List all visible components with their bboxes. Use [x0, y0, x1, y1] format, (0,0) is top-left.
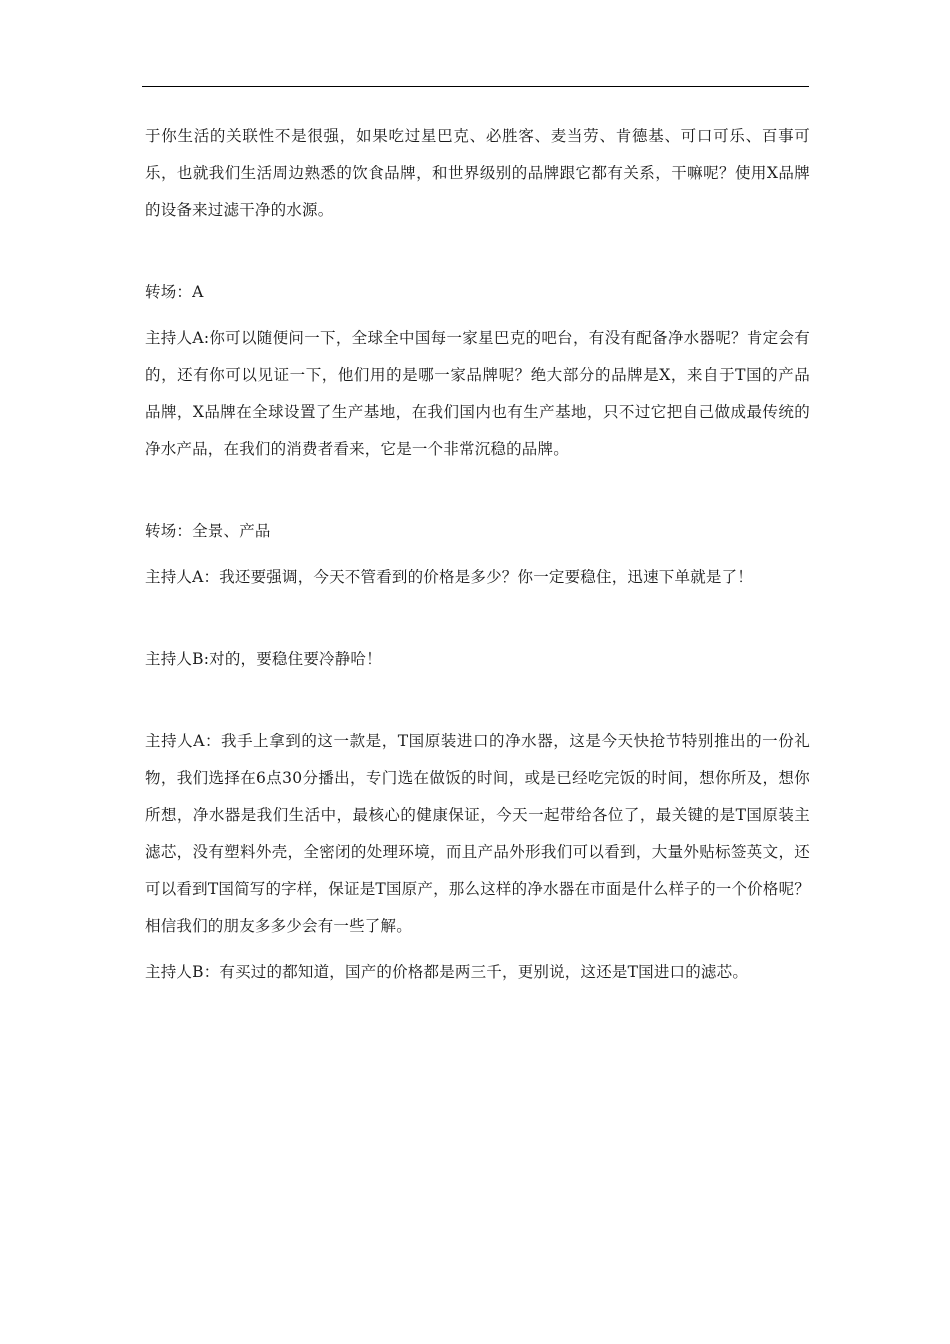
header-rule — [142, 86, 809, 87]
paragraph-host-a-starbucks: 主持人A:你可以随便问一下，全球全中国每一家星巴克的吧台，有没有配备净水器呢？肯定会有的，还有你可以见证一下，他们用的是哪一家品牌呢？绝大部分的品牌是X，来自于T国的产品品牌，X品牌在全球设置了生产基地，在我们国内也有生产基地，只不过它把自己做成最传统的净水产品，在我们的消费者看来，它是一个非常沉稳的品牌。 — [145, 329, 810, 458]
paragraph-gap — [145, 945, 810, 954]
paragraph-gap — [145, 550, 810, 559]
paragraph-gap — [145, 311, 810, 320]
paragraph-host-b-calm: 主持人B:对的，要稳住要冷静哈！ — [145, 650, 382, 668]
paragraph-host-b-filter: 主持人B：有买过的都知道，国产的价格都是两三千，更别说，这还是T国进口的滤芯。 — [145, 963, 749, 981]
paragraph-gap — [145, 468, 810, 513]
paragraph-transition-panorama: 转场：全景、产品 — [145, 522, 271, 540]
paragraph-host-a-price: 主持人A：我还要强调，今天不管看到的价格是多少？你一定要稳住，迅速下单就是了！ — [145, 568, 753, 586]
paragraph-gap — [145, 229, 810, 274]
paragraph-intro: 于你生活的关联性不是很强，如果吃过星巴克、必胜客、麦当劳、肯德基、可口可乐、百事可乐，也就我们生活周边熟悉的饮食品牌，和世界级别的品牌跟它都有关系，干嘛呢？使用X品牌的设备来过滤干净的水源。 — [145, 127, 810, 219]
paragraph-host-a-product: 主持人A：我手上拿到的这一款是，T国原装进口的净水器，这是今天快抢节特别推出的一份礼物，我们选择在6点30分播出，专门选在做饭的时间，或是已经吃完饭的时间，想你所及，想你所想，净水器是我们生活中，最核心的健康保证，今天一起带给各位了，最关键的是T国原装主滤芯，没有塑料外壳，全密闭的处理环境，而且产品外形我们可以看到，大量外贴标签英文，还可以看到T国简写的字样，保证是T国原产，那么这样的净水器在市面是什么样子的一个价格呢？相信我们的朋友多多少会有一些了解。 — [145, 732, 810, 935]
paragraph-gap — [145, 678, 810, 723]
paragraph-transition-a: 转场：A — [145, 283, 204, 301]
paragraph-gap — [145, 596, 810, 641]
document-body — [145, 118, 810, 991]
